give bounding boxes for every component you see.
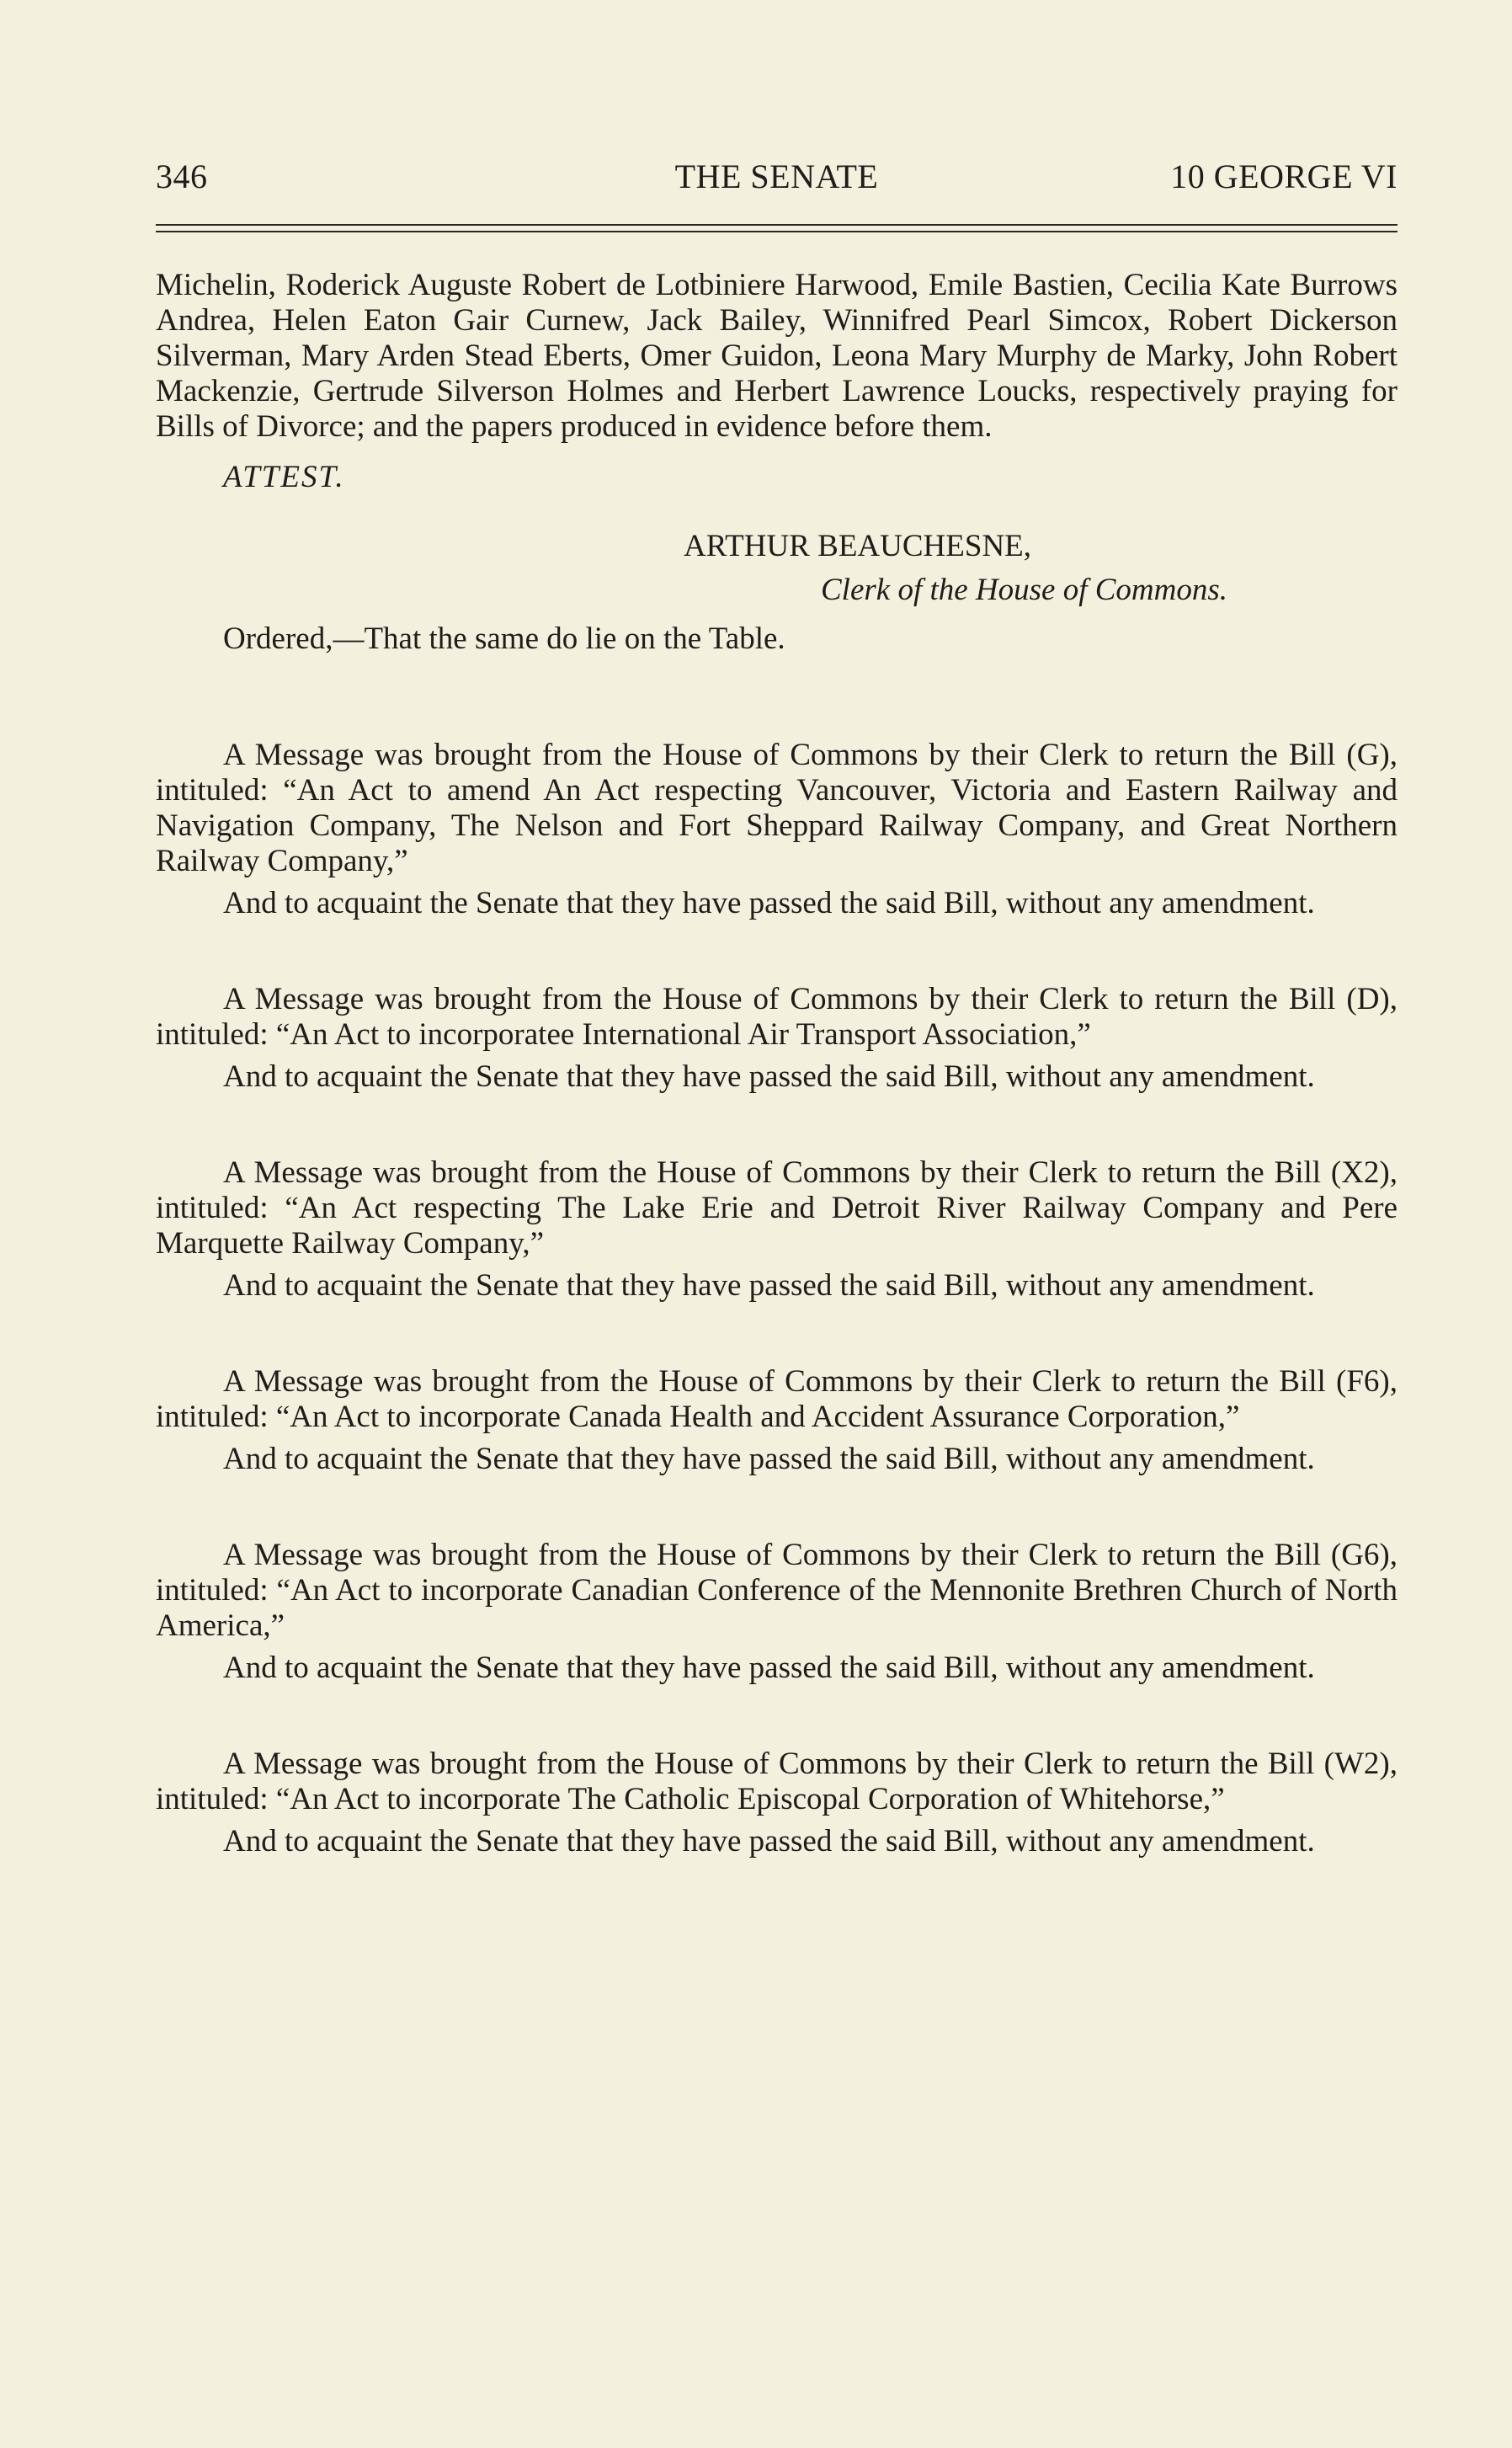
attest-label: ATTEST. (223, 460, 345, 494)
message-text: A Message was brought from the House of Commons by their Clerk to return the Bill (G), intituled: “An Act to amend An Act respecting Vancouver, Victoria and Eastern Railway and Navigation Company, The Nelson and Fort Sheppard Railway Company, and Great Northern Railway Company,” (156, 738, 1398, 878)
message-text: A Message was brought from the House of Commons by their Clerk to return the Bill (X2), intituled: “An Act respecting The Lake Erie and Detroit River Railway Company and Pere Marquette Railway Company,” (156, 1155, 1398, 1261)
acquaint-text: And to acquaint the Senate that they have passed the said Bill, without any amendment. (223, 1059, 1315, 1094)
acquaint-text: And to acquaint the Senate that they have passed the said Bill, without any amendment. (223, 1442, 1315, 1476)
order-line: Ordered,—That the same do lie on the Table. (223, 621, 785, 656)
header-rule-top (156, 224, 1398, 226)
message-block (156, 982, 1398, 1095)
message-block (156, 1155, 1398, 1304)
message-text: A Message was brought from the House of Commons by their Clerk to return the Bill (F6), intituled: “An Act to incorporate Canada Health and Accident Assurance Corporation,” (156, 1364, 1398, 1434)
running-title: THE SENATE (674, 157, 879, 195)
signer-name: ARTHUR BEAUCHESNE, (684, 529, 1032, 563)
acquaint-text: And to acquaint the Senate that they have passed the said Bill, without any amendment. (223, 886, 1315, 920)
acquaint-text: And to acquaint the Senate that they have passed the said Bill, without any amendment. (223, 1268, 1315, 1303)
regnal-year: 10 GEORGE VI (1170, 157, 1398, 195)
message-block (156, 738, 1398, 921)
message-text: A Message was brought from the House of Commons by their Clerk to return the Bill (W2), intituled: “An Act to incorporate The Catholic Episcopal Corporation of Whitehorse,” (156, 1747, 1398, 1816)
page-body (156, 268, 1398, 1859)
signer-title: Clerk of the House of Commons. (821, 573, 1228, 607)
intro-paragraph: Michelin, Roderick Auguste Robert de Lotbiniere Harwood, Emile Bastien, Cecilia Kate Burrows Andrea, Helen Eaton Gair Curnew, Jack Bailey, Winnifred Pearl Simcox, Robert Dickerson Silverman, Mary Arden Stead Eberts, Omer Guidon, Leona Mary Murphy de Marky, John Robert Mackenzie, Gertrude Silverson Holmes and Herbert Lawrence Loucks, respectively praying for Bills of Divorce; and the papers produced in evidence before them. (156, 268, 1398, 444)
header-rule-bottom (156, 231, 1398, 232)
acquaint-text: And to acquaint the Senate that they have passed the said Bill, without any amendment. (223, 1824, 1315, 1859)
page-number: 346 (156, 157, 208, 195)
message-text: A Message was brought from the House of Commons by their Clerk to return the Bill (D), intituled: “An Act to incorporatee International Air Transport Association,” (156, 982, 1398, 1052)
acquaint-text: And to acquaint the Senate that they have passed the said Bill, without any amendment. (223, 1651, 1315, 1685)
message-text: A Message was brought from the House of Commons by their Clerk to return the Bill (G6), intituled: “An Act to incorporate Canadian Conference of the Mennonite Brethren Church of North America,” (156, 1538, 1398, 1643)
page-header (156, 157, 1398, 204)
message-block (156, 1364, 1398, 1477)
message-block (156, 1747, 1398, 1859)
message-block (156, 1538, 1398, 1686)
